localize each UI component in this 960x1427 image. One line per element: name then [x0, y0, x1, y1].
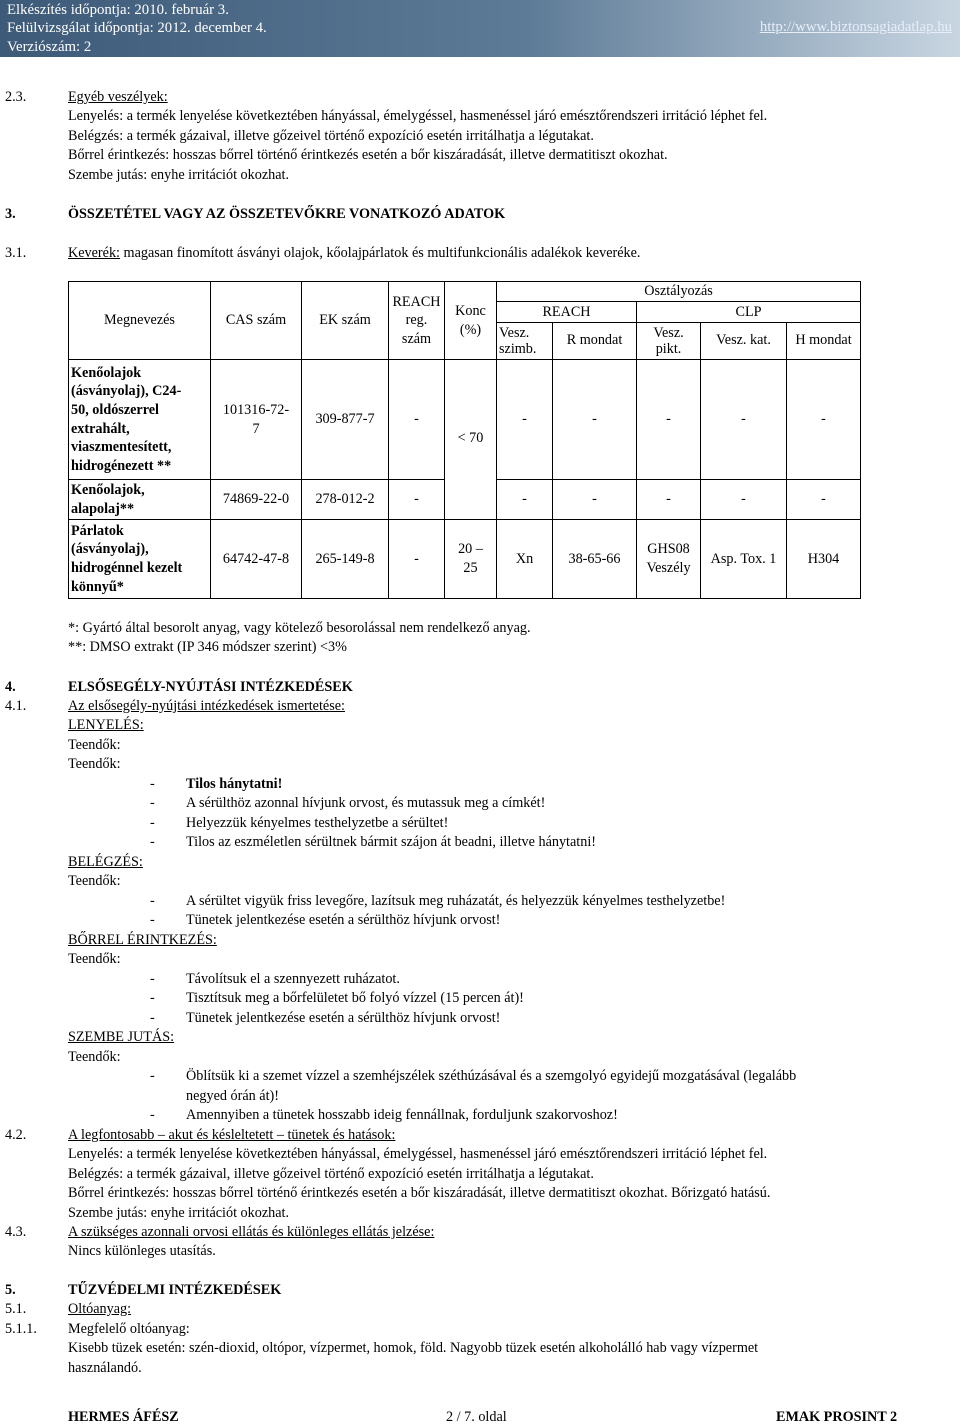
header-name: Megnevezés [69, 282, 211, 360]
row-konc [445, 520, 497, 599]
row-konc: < 70 [445, 360, 497, 520]
row-h-phrase: H304 [787, 520, 861, 599]
list-dash: - [150, 971, 155, 987]
list-item: Távolítsuk el a szennyezett ruházatot. [186, 971, 400, 987]
table-row [69, 360, 861, 480]
list-item: Tilos hánytatni! [186, 776, 283, 792]
header-text: Konc [455, 302, 486, 319]
name-line: Kenőolajok [71, 364, 142, 381]
header-reach: REACH [497, 302, 637, 322]
footer-page-number: 2 / 7. oldal [446, 1409, 507, 1425]
row-h-phrase: - [787, 360, 861, 480]
section-heading: ELSŐSEGÉLY-NYÚJTÁSI INTÉZKEDÉSEK [68, 679, 353, 695]
section-title: Megfelelő oltóanyag: [68, 1321, 190, 1337]
row-pictogram: - [637, 480, 701, 520]
row-cas: 74869-22-0 [211, 480, 302, 520]
section-title: Egyéb veszélyek: [68, 89, 168, 105]
header-classification: Osztályozás [497, 282, 861, 302]
section-title: Oltóanyag: [68, 1301, 132, 1317]
list-item: A sérültet vigyük friss levegőre, lazítsuk meg ruházatát, és helyezzük kényelmes testhelyzetbe! [186, 893, 726, 909]
section-number: 4.2. [5, 1127, 27, 1143]
text-line: Lenyelés: a termék lenyelése következtében hányással, émelygéssel, hasmenéssel járó emésztőrendszeri irritáció léphet fel. [68, 108, 768, 124]
header-text: (%) [459, 321, 482, 338]
text-line: Bőrrel érintkezés: hosszas bőrrel történő érintkezés esetén a bőr kiszáradását, illetve dermatitiszt okozhat. [68, 147, 668, 163]
text-line: Nincs különleges utasítás. [68, 1243, 216, 1259]
header-version: Verziószám: 2 [7, 38, 92, 55]
header-text: pikt. [655, 340, 682, 357]
row-reach: - [389, 520, 445, 599]
section-number: 3. [5, 206, 16, 222]
section-number: 2.3. [5, 89, 27, 105]
text-line: Lenyelés: a termék lenyelése következtében hányással, émelygéssel, hasmenéssel járó emésztőrendszeri irritáció léphet fel. [68, 1146, 768, 1162]
list-dash: - [150, 815, 155, 831]
row-name [69, 360, 211, 480]
row-r-phrase: - [553, 360, 637, 480]
list-dash: - [150, 1068, 155, 1084]
header-hazard-class: Vesz. kat. [701, 322, 787, 360]
label-actions: Teendők: [68, 737, 121, 753]
list-item: A sérülthöz azonnal hívjunk orvost, és mutassuk meg a címkét! [186, 795, 546, 811]
text-line: használandó. [68, 1360, 142, 1376]
row-hazard-class: - [701, 360, 787, 480]
subheading-skin: BŐRREL ÉRINTKEZÉS: [68, 932, 217, 948]
text-line: Bőrrel érintkezés: hosszas bőrrel történő érintkezés esetén a bőr kiszáradását, illetve dermatitiszt okozhat. Bőrizgató hatású. [68, 1185, 771, 1201]
list-item: Amennyiben a tünetek hosszabb ideig fennállnak, forduljunk szakorvoshoz! [186, 1107, 618, 1123]
pictogram-line: Veszély [646, 560, 691, 576]
row-name [69, 520, 211, 599]
name-line: hidrogénezett ** [71, 457, 172, 474]
name-line: 50, oldószerrel [71, 401, 159, 418]
section-title: A szükséges azonnali orvosi ellátás és különleges ellátás jelzése: [68, 1224, 435, 1240]
header-text: Vesz. [499, 324, 530, 341]
header-text: szimb. [499, 340, 537, 357]
list-dash: - [150, 795, 155, 811]
name-line: Párlatok [71, 522, 124, 539]
name-line: Kenőolajok, [71, 481, 145, 498]
list-dash: - [150, 776, 155, 792]
footer-product: EMAK PROSINT 2 [776, 1409, 898, 1425]
name-line: extrahált, [71, 420, 130, 437]
name-line: (ásványolaj), C24- [71, 383, 182, 400]
row-hazard-symbol: - [497, 480, 553, 520]
text-line: Belégzés: a termék gázaival, illetve gőzeivel történő expozíció esetén irritálhatja a légutakat. [68, 1166, 594, 1182]
composition-table [68, 281, 861, 599]
header-clp: CLP [637, 302, 861, 322]
section-number: 5. [5, 1282, 16, 1298]
header-r-phrase: R mondat [553, 322, 637, 360]
row-reach: - [389, 360, 445, 480]
label-actions: Teendők: [68, 873, 121, 889]
row-name [69, 480, 211, 520]
row-ek: 309-877-7 [302, 360, 389, 480]
name-line: (ásványolaj), [71, 541, 149, 558]
section-title: A legfontosabb – akut és késleltetett – tünetek és hatások: [68, 1127, 396, 1143]
header-text: reg. [405, 312, 428, 329]
list-item: Helyezzük kényelmes testhelyzetbe a sérültet! [186, 815, 449, 831]
label-actions: Teendők: [68, 1049, 121, 1065]
list-item: Öblítsük ki a szemet vízzel a szemhéjszélek széthúzásával és a szemgolyó egyidejű mozgatásával (legalább [186, 1068, 797, 1084]
cas-line: 101316-72- [222, 401, 290, 418]
row-ek: 265-149-8 [302, 520, 389, 599]
section-title: Az elsősegély-nyújtási intézkedések ismertetése: [68, 698, 345, 714]
konc-line: 20 – [458, 541, 483, 558]
name-line: hidrogénnel kezelt [71, 560, 183, 576]
table-row [69, 520, 861, 599]
text-line: Belégzés: a termék gázaival, illetve gőzeivel történő expozíció esetén irritálhatja a légutakat. [68, 128, 594, 144]
row-h-phrase: - [787, 480, 861, 520]
header-pictogram [637, 322, 701, 360]
list-item-continuation: negyed órán át)! [186, 1088, 279, 1104]
row-reach: - [389, 480, 445, 520]
header-url-link[interactable]: http://www.biztonsagiadatlap.hu [759, 19, 952, 35]
footnote: *: Gyártó által besorolt anyag, vagy kötelező besorolással nem rendelkező anyag. [68, 620, 531, 636]
page-header [0, 0, 960, 57]
list-dash: - [150, 1107, 155, 1123]
header-konc [445, 282, 497, 360]
header-text: szám [401, 330, 432, 347]
mixture-description [68, 244, 640, 263]
text-line: Szembe jutás: enyhe irritációt okozhat. [68, 1205, 290, 1221]
header-cas: CAS szám [211, 282, 302, 360]
header-text: Vesz. [653, 324, 684, 341]
row-r-phrase: 38-65-66 [553, 520, 637, 599]
section-number: 5.1. [5, 1301, 27, 1317]
list-item: Tilos az eszméletlen sérültnek bármit szájon át beadni, illetve hánytatni! [186, 834, 597, 850]
footer-company: HERMES ÁFÉSZ [68, 1409, 179, 1425]
row-hazard-class: Asp. Tox. 1 [701, 520, 787, 599]
header-h-phrase: H mondat [787, 322, 861, 360]
list-item: Tünetek jelentkezése esetén a sérülthöz hívjunk orvost! [186, 1010, 501, 1026]
list-dash: - [150, 912, 155, 928]
subheading-ingestion: LENYELÉS: [68, 717, 144, 733]
mixture-text: magasan finomított ásványi olajok, kőolajpárlatok és multifunkcionális adalékok keveréke. [120, 245, 641, 261]
list-item: Tünetek jelentkezése esetén a sérülthöz hívjunk orvost! [186, 912, 501, 928]
row-hazard-symbol: Xn [497, 520, 553, 599]
name-line: alapolaj** [71, 500, 135, 517]
text-line: Szembe jutás: enyhe irritációt okozhat. [68, 167, 290, 183]
list-dash: - [150, 893, 155, 909]
header-text [7, 1, 267, 56]
list-dash: - [150, 990, 155, 1006]
footnote: **: DMSO extrakt (IP 346 módszer szerint) <3% [68, 639, 347, 655]
header-reach-reg [389, 282, 445, 360]
list-dash: - [150, 834, 155, 850]
label-actions: Teendők: [68, 756, 121, 772]
row-r-phrase: - [553, 480, 637, 520]
row-ek: 278-012-2 [302, 480, 389, 520]
label-actions: Teendők: [68, 951, 121, 967]
name-line: könnyű* [71, 578, 124, 595]
konc-line: 25 [463, 560, 478, 576]
header-text: REACH [392, 293, 441, 310]
cas-line: 7 [252, 420, 260, 437]
list-dash: - [150, 1010, 155, 1026]
header-created-date: Elkészítés időpontja: 2010. február 3. [7, 2, 229, 18]
section-number: 5.1.1. [5, 1321, 37, 1337]
section-number: 4.3. [5, 1224, 27, 1240]
pictogram-line: GHS08 [647, 541, 690, 558]
subheading-eyes: SZEMBE JUTÁS: [68, 1029, 175, 1045]
row-pictogram [637, 520, 701, 599]
section-number: 4. [5, 679, 16, 695]
section-heading: TŰZVÉDELMI INTÉZKEDÉSEK [68, 1282, 282, 1298]
row-hazard-symbol: - [497, 360, 553, 480]
name-line: viaszmentesített, [71, 439, 172, 456]
header-review-date: Felülvizsgálat időpontja: 2012. december 4. [7, 20, 267, 37]
row-cas [211, 360, 302, 480]
section-number: 3.1. [5, 245, 27, 261]
row-cas: 64742-47-8 [211, 520, 302, 599]
header-ek: EK szám [302, 282, 389, 360]
row-pictogram: - [637, 360, 701, 480]
row-hazard-class: - [701, 480, 787, 520]
subheading-inhalation: BELÉGZÉS: [68, 854, 143, 870]
mixture-label: Keverék: [68, 245, 120, 261]
section-heading: ÖSSZETÉTEL VAGY AZ ÖSSZETEVŐKRE VONATKOZÓ ADATOK [68, 206, 506, 222]
header-hazard-symbol [497, 322, 553, 360]
text-line: Kisebb tüzek esetén: szén-dioxid, oltópor, vízpermet, homok, föld. Nagyobb tüzek esetén alkoholálló hab vagy vízpermet [68, 1340, 759, 1356]
list-item: Tisztítsuk meg a bőrfelületet bő folyó vízzel (15 percen át)! [186, 990, 524, 1006]
section-number: 4.1. [5, 698, 27, 714]
